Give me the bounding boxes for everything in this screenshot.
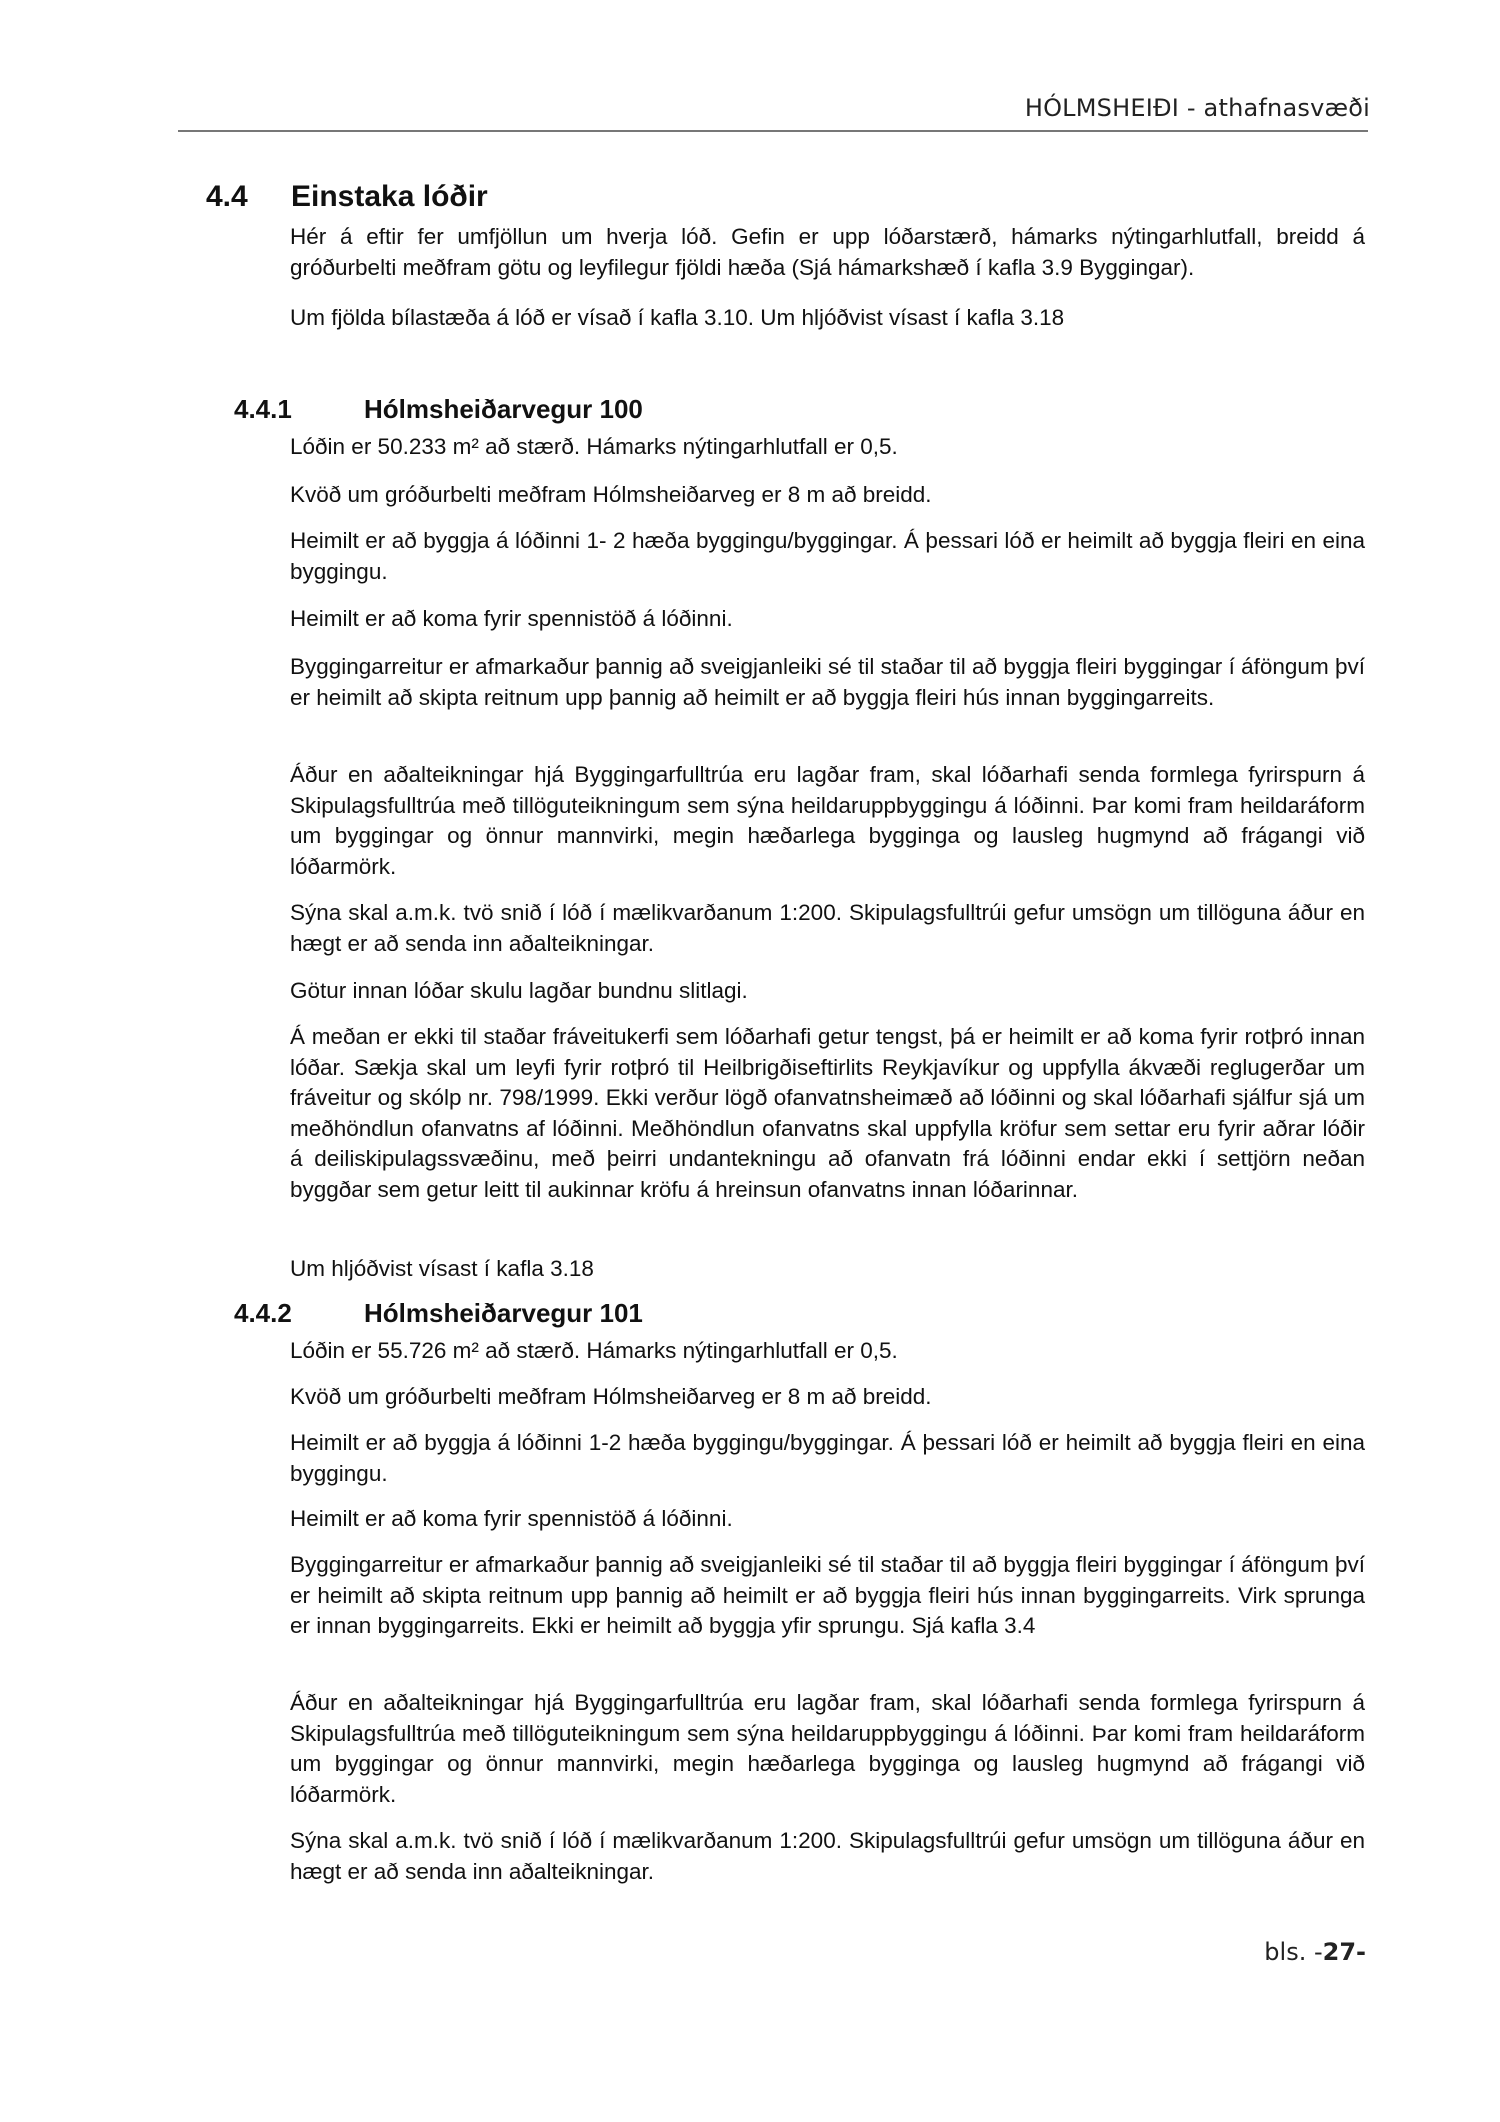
body-paragraph: Heimilt er að byggja á lóðinni 1- 2 hæða byggingu/byggingar. Á þessari lóð er heimilt að byggja fleiri en eina byggingu. <box>290 528 1365 584</box>
body-paragraph: Heimilt er að byggja á lóðinni 1-2 hæða byggingu/byggingar. Á þessari lóð er heimilt að byggja fleiri en eina byggingu. <box>290 1430 1365 1486</box>
body-paragraph: Heimilt er að koma fyrir spennistöð á lóðinni. <box>290 606 733 631</box>
body-paragraph: Heimilt er að koma fyrir spennistöð á lóðinni. <box>290 1506 733 1531</box>
body-paragraph: Kvöð um gróðurbelti meðfram Hólmsheiðarveg er 8 m að breidd. <box>290 482 932 507</box>
subsection-title: Hólmsheiðarvegur 100 <box>364 394 643 424</box>
body-paragraph: Kvöð um gróðurbelti meðfram Hólmsheiðarveg er 8 m að breidd. <box>290 1384 932 1409</box>
running-header: HÓLMSHEIÐI - athafnasvæði <box>1024 94 1370 122</box>
subsection-heading <box>234 394 643 425</box>
page-number <box>1264 1938 1366 1966</box>
subsection-title: Hólmsheiðarvegur 101 <box>364 1298 643 1328</box>
section-intro-paragraph: Hér á eftir fer umfjöllun um hverja lóð. Gefin er upp lóðarstærð, hámarks nýtingarhlutfall, breidd á gróðurbelti meðfram götu og leyfilegur fjöldi hæða (Sjá hámarkshæð í kafla 3.9 Byggingar). <box>290 224 1365 280</box>
section-title: Einstaka lóðir <box>291 180 488 213</box>
section-heading <box>206 180 488 214</box>
body-paragraph: Áður en aðalteikningar hjá Byggingarfulltrúa eru lagðar fram, skal lóðarhafi senda formlega fyrirspurn á Skipulagsfulltrúa með tillöguteikningum sem sýna heildaruppbyggingu á lóðinni. Þar komi fram heildaráform um byggingar og önnur mannvirki, megin hæðarlega bygginga og lausleg hugmynd að frágangi við lóðarmörk. <box>290 762 1365 879</box>
body-paragraph: Á meðan er ekki til staðar fráveitukerfi sem lóðarhafi getur tengst, þá er heimilt er að koma fyrir rotþró innan lóðar. Sækja skal um leyfi fyrir rotþró til Heilbrigðiseftirlits Reykjavíkur og uppfylla ákvæði reglugerðar um fráveitur og skólp nr. 798/1999. Ekki verður lögð ofanvatnsheimæð að lóðinni og skal lóðarhafi sjálfur sjá um meðhöndlun ofanvatns af lóðinni. Meðhöndlun ofanvatns skal uppfylla kröfur sem settar eru fyrir aðrar lóðir á deiliskipulagssvæðinu, með þeirri undantekningu að ofanvatn frá lóðinni endar ekki í settjörn neðan byggðar sem getur leitt til aukinnar kröfu á hreinsun ofanvatns innan lóðarinnar. <box>290 1024 1365 1202</box>
subsection-number: 4.4.1 <box>234 394 292 424</box>
section-intro-paragraph: Um fjölda bílastæða á lóð er vísað í kafla 3.10. Um hljóðvist vísast í kafla 3.18 <box>290 305 1065 330</box>
section-number: 4.4 <box>206 180 248 213</box>
page-number-label: bls. - <box>1264 1938 1323 1966</box>
subsection-heading <box>234 1298 643 1329</box>
subsection-number: 4.4.2 <box>234 1298 292 1328</box>
body-paragraph: Byggingarreitur er afmarkaður þannig að sveigjanleiki sé til staðar til að byggja fleiri byggingar í áföngum því er heimilt að skipta reitnum upp þannig að heimilt er að byggja fleiri hús innan byggingarreits. Virk sprunga er innan byggingarreits. Ekki er heimilt að byggja yfir sprungu. Sjá kafla 3.4 <box>290 1552 1365 1638</box>
header-rule <box>178 130 1368 132</box>
body-paragraph: Lóðin er 55.726 m² að stærð. Hámarks nýtingarhlutfall er 0,5. <box>290 1338 898 1363</box>
body-paragraph: Sýna skal a.m.k. tvö snið í lóð í mælikvarðanum 1:200. Skipulagsfulltrúi gefur umsögn um tillöguna áður en hægt er að senda inn aðalteikningar. <box>290 900 1365 956</box>
page-number-suffix: - <box>1356 1938 1366 1966</box>
body-paragraph: Áður en aðalteikningar hjá Byggingarfulltrúa eru lagðar fram, skal lóðarhafi senda formlega fyrirspurn á Skipulagsfulltrúa með tillöguteikningum sem sýna heildaruppbyggingu á lóðinni. Þar komi fram heildaráform um byggingar og önnur mannvirki, megin hæðarlega bygginga og lausleg hugmynd að frágangi við lóðarmörk. <box>290 1690 1365 1807</box>
body-paragraph: Sýna skal a.m.k. tvö snið í lóð í mælikvarðanum 1:200. Skipulagsfulltrúi gefur umsögn um tillöguna áður en hægt er að senda inn aðalteikningar. <box>290 1828 1365 1884</box>
body-paragraph: Lóðin er 50.233 m² að stærð. Hámarks nýtingarhlutfall er 0,5. <box>290 434 898 459</box>
body-paragraph: Götur innan lóðar skulu lagðar bundnu slitlagi. <box>290 978 748 1003</box>
body-paragraph: Um hljóðvist vísast í kafla 3.18 <box>290 1256 594 1281</box>
page-number-value: 27 <box>1322 1938 1357 1966</box>
body-paragraph: Byggingarreitur er afmarkaður þannig að sveigjanleiki sé til staðar til að byggja fleiri byggingar í áföngum því er heimilt að skipta reitnum upp þannig að heimilt er að byggja fleiri hús innan byggingarreits. <box>290 654 1365 710</box>
